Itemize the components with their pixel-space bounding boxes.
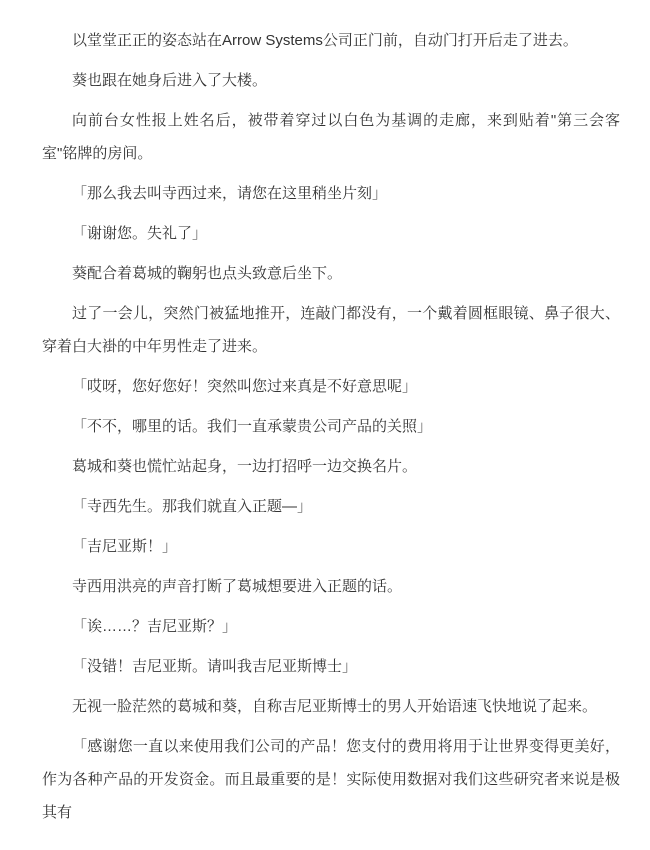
paragraph: 「诶……？吉尼亚斯？」 [72,618,238,635]
paragraph: 向前台女性报上姓名后，被带着穿过以白色为基调的走廊，来到贴着"第三会客室"铭牌的房间。 [42,112,620,162]
paragraph: 「那么我去叫寺西过来，请您在这里稍坐片刻」 [72,185,388,202]
paragraph: 「吉尼亚斯！」 [72,538,178,555]
paragraph: 「不不，哪里的话。我们一直承蒙贵公司产品的关照」 [72,418,433,435]
paragraph: 寺西用洪亮的声音打断了葛城想要进入正题的话。 [72,578,403,595]
paragraph: 「寺西先生。那我们就直入正题—」 [72,498,313,515]
paragraph: 葵也跟在她身后进入了大楼。 [72,72,268,89]
paragraph: 葛城和葵也慌忙站起身，一边打招呼一边交换名片。 [72,458,418,475]
paragraph: 「感谢您一直以来使用我们公司的产品！您支付的费用将用于让世界变得更美好，作为各种产品的开发资金。而且最重要的是！实际使用数据对我们这些研究者来说是极其有 [42,738,620,821]
paragraph: 「哎呀，您好您好！突然叫您过来真是不好意思呢」 [72,378,418,395]
paragraph: 过了一会儿，突然门被猛地推开，连敲门都没有，一个戴着圆框眼镜、鼻子很大、穿着白大褂的中年男性走了进来。 [42,305,620,355]
paragraph: 葵配合着葛城的鞠躬也点头致意后坐下。 [72,265,343,282]
paragraph: 「没错！吉尼亚斯。请叫我吉尼亚斯博士」 [72,658,358,675]
paragraph: 「谢谢您。失礼了」 [72,225,208,242]
paragraph: 无视一脸茫然的葛城和葵，自称吉尼亚斯博士的男人开始语速飞快地说了起来。 [72,698,598,715]
paragraph: 以堂堂正正的姿态站在Arrow Systems公司正门前，自动门打开后走了进去。 [72,32,578,49]
